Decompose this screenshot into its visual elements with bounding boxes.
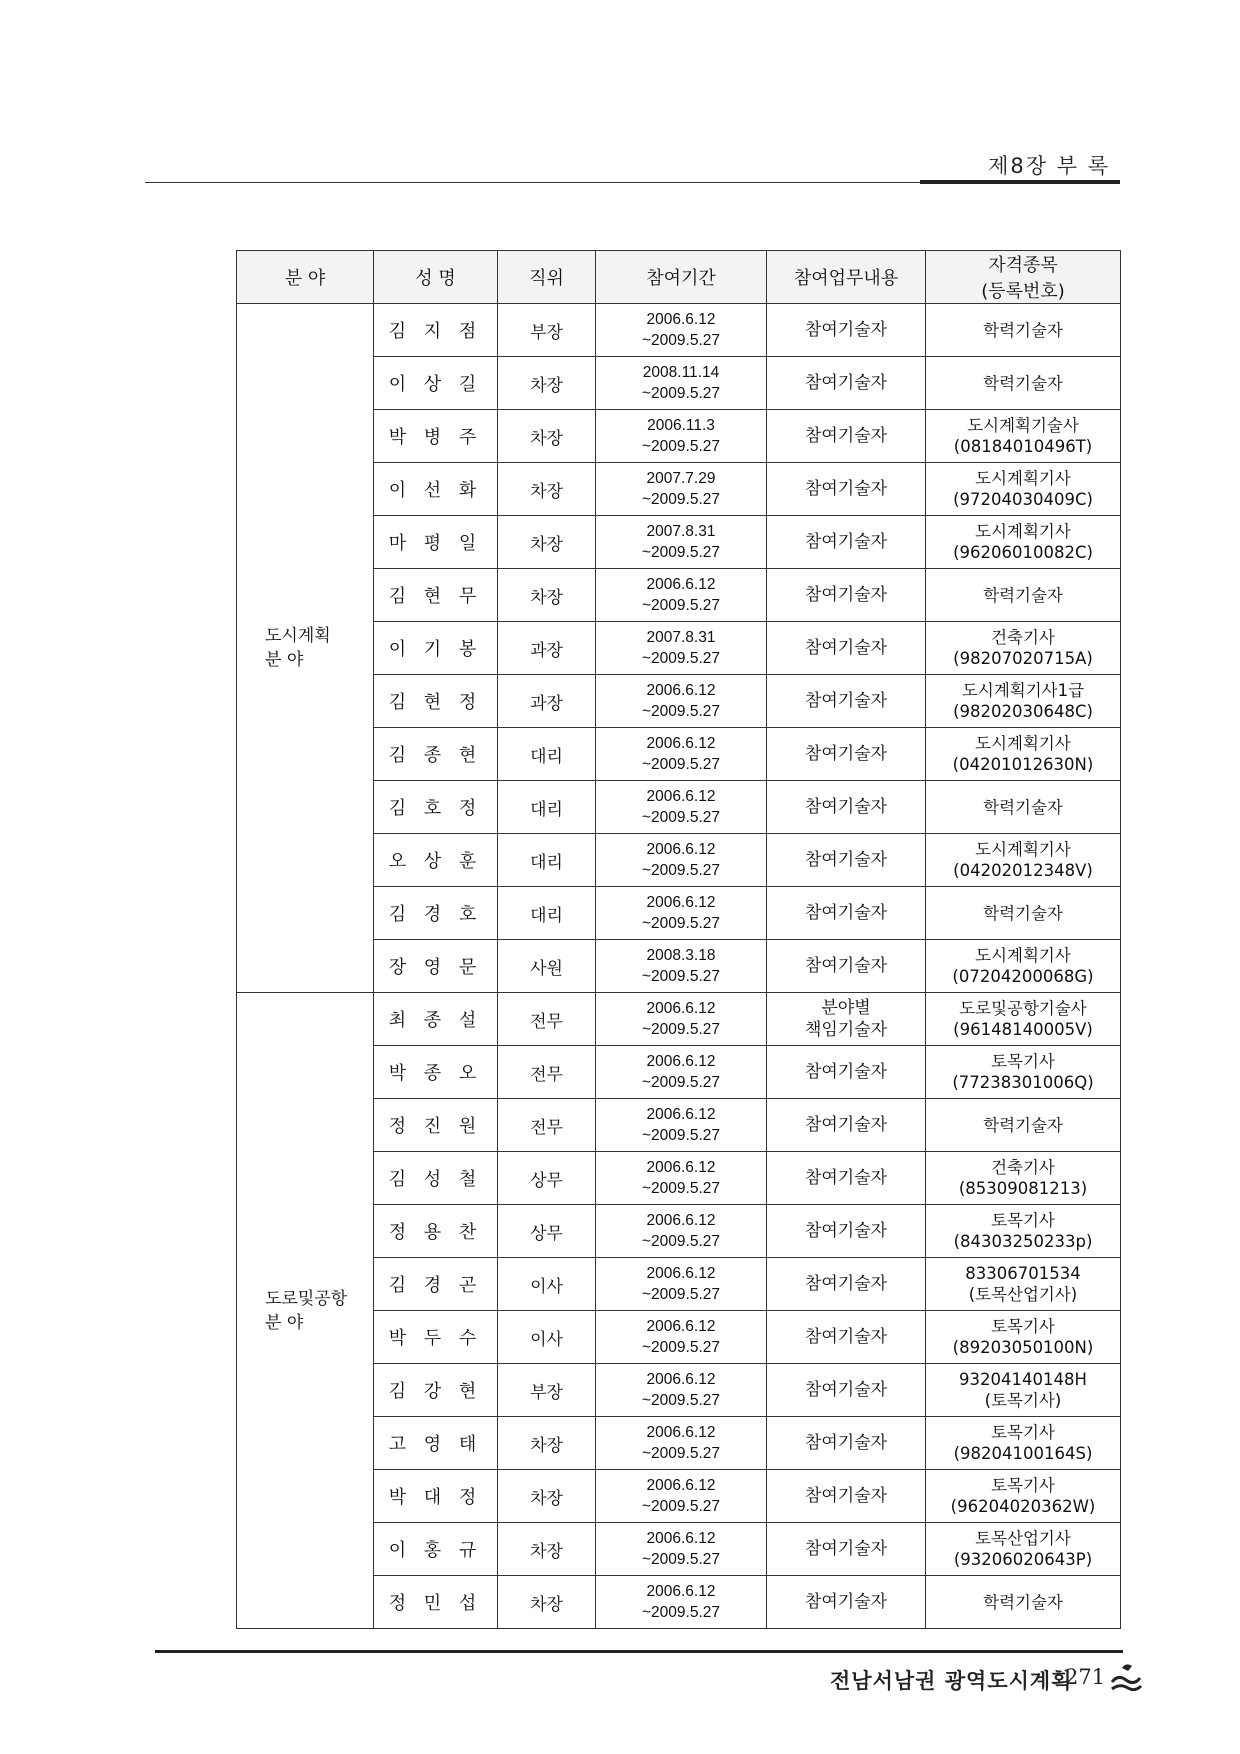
participation-period [596, 622, 767, 675]
person-name: 정 진 원 [374, 1099, 498, 1152]
license-info-line: 학력기술자 [983, 373, 1063, 393]
participation-task-line: 참여기술자 [804, 956, 888, 976]
person-position: 대리 [498, 781, 596, 834]
participation-period [596, 463, 767, 516]
license-info-line: 도시계획기사1급 [961, 681, 1085, 700]
participation-period [596, 887, 767, 940]
participation-period-line: ~2009.5.27 [641, 1021, 720, 1038]
license-info-line: 83306701534 [965, 1264, 1081, 1283]
person-position: 부장 [498, 1364, 596, 1417]
participation-period-line: ~2009.5.27 [641, 385, 720, 402]
participation-task [767, 1417, 926, 1470]
table-body [237, 304, 1121, 1629]
license-info-line: (07204200068G) [952, 967, 1094, 986]
participation-period-line: ~2009.5.27 [641, 1233, 720, 1250]
field-label: 도시계획 [265, 626, 331, 646]
license-info [926, 1205, 1121, 1258]
participation-period-line: ~2009.5.27 [641, 544, 720, 561]
participation-period [596, 675, 767, 728]
participation-task-line: 참여기술자 [804, 1539, 888, 1559]
participation-period [596, 410, 767, 463]
license-info-line: 학력기술자 [983, 1115, 1063, 1135]
participation-task [767, 357, 926, 410]
person-name: 김 경 호 [374, 887, 498, 940]
license-info [926, 1046, 1121, 1099]
participation-task-line: 참여기술자 [804, 1486, 888, 1506]
license-info-line: 학력기술자 [983, 903, 1063, 923]
participation-task-line: 참여기술자 [804, 1327, 888, 1347]
person-position: 차장 [498, 463, 596, 516]
license-info-line: 토목산업기사 [975, 1529, 1071, 1548]
participation-task [767, 993, 926, 1046]
license-info-line: 학력기술자 [983, 320, 1063, 340]
license-info-line: 도시계획기사 [975, 840, 1071, 859]
participation-period [596, 1311, 767, 1364]
participation-period [596, 357, 767, 410]
participation-period [596, 1470, 767, 1523]
header-license [926, 251, 1121, 304]
participation-period [596, 1523, 767, 1576]
participation-period [596, 1046, 767, 1099]
person-name: 김 종 현 [374, 728, 498, 781]
license-info [926, 1364, 1121, 1417]
participation-task-line: 참여기술자 [804, 320, 888, 340]
participation-task [767, 940, 926, 993]
participation-period-line: ~2009.5.27 [641, 1180, 720, 1197]
license-info-line: 토목기사 [991, 1476, 1055, 1495]
participation-task-line: 참여기술자 [804, 744, 888, 764]
participation-task [767, 1470, 926, 1523]
participation-period [596, 569, 767, 622]
person-position: 대리 [498, 887, 596, 940]
page-number: 271 [1065, 1665, 1106, 1689]
person-name: 김 경 곤 [374, 1258, 498, 1311]
person-position: 상무 [498, 1205, 596, 1258]
field-label: 도로및공항 [265, 1288, 348, 1309]
person-position: 차장 [498, 1417, 596, 1470]
participation-period-line: 2006.6.12 [646, 1106, 716, 1123]
license-info [926, 516, 1121, 569]
participation-period-line: ~2009.5.27 [641, 332, 720, 349]
person-position: 대리 [498, 728, 596, 781]
field-label: 분 야 [265, 1312, 304, 1333]
license-info-line: 도시계획기사 [975, 946, 1071, 965]
participation-period-line: ~2009.5.27 [641, 491, 720, 508]
participation-task-line: 참여기술자 [804, 1168, 888, 1188]
license-info-line: (96148140005V) [953, 1020, 1093, 1039]
header-name: 성 명 [374, 251, 498, 304]
participation-period-line: 2007.8.31 [646, 629, 716, 646]
participation-period-line: 2006.6.12 [646, 1212, 716, 1229]
participation-task-line: 분야별 [821, 998, 871, 1018]
license-info-line: 도로및공항기술사 [959, 999, 1087, 1018]
participation-task [767, 728, 926, 781]
participation-task [767, 304, 926, 357]
license-info-line: (93206020643P) [953, 1550, 1093, 1569]
person-name: 오 상 훈 [374, 834, 498, 887]
license-info-line: 토목기사 [991, 1317, 1055, 1336]
license-info-line: (토목기사) [984, 1391, 1062, 1410]
participation-task-line: 참여기술자 [804, 797, 888, 817]
person-name: 고 영 태 [374, 1417, 498, 1470]
participation-period-line: 2006.6.12 [646, 1530, 716, 1547]
person-name: 김 현 무 [374, 569, 498, 622]
header-period: 참여기간 [596, 251, 767, 304]
person-name: 이 홍 규 [374, 1523, 498, 1576]
person-name: 김 지 점 [374, 304, 498, 357]
license-info [926, 1099, 1121, 1152]
person-name: 김 성 철 [374, 1152, 498, 1205]
person-name: 박 두 수 [374, 1311, 498, 1364]
participation-period-line: 2006.11.3 [647, 417, 715, 434]
person-name: 이 선 화 [374, 463, 498, 516]
wave-bird-logo-icon [1108, 1658, 1144, 1694]
chapter-header: 제8장 부 록 [988, 154, 1110, 178]
participation-task [767, 1205, 926, 1258]
person-position: 부장 [498, 304, 596, 357]
participation-task [767, 1523, 926, 1576]
license-info [926, 410, 1121, 463]
header-position: 직위 [498, 251, 596, 304]
participation-period-line: 2006.6.12 [646, 788, 716, 805]
footer-title: 전남서남권 광역도시계획 [830, 1669, 1073, 1693]
person-name: 박 종 오 [374, 1046, 498, 1099]
license-info [926, 781, 1121, 834]
person-position: 차장 [498, 1576, 596, 1629]
header-field: 분 야 [237, 251, 374, 304]
license-info [926, 463, 1121, 516]
participation-period [596, 304, 767, 357]
person-position: 차장 [498, 1523, 596, 1576]
participation-period [596, 1152, 767, 1205]
person-position: 대리 [498, 834, 596, 887]
participation-task-line: 참여기술자 [804, 1380, 888, 1400]
license-info-line: 학력기술자 [983, 585, 1063, 605]
person-position: 전무 [498, 1099, 596, 1152]
participation-period-line: ~2009.5.27 [641, 597, 720, 614]
participation-period-line: ~2009.5.27 [641, 1339, 720, 1356]
participation-period-line: 2006.6.12 [646, 682, 716, 699]
field-cell [237, 304, 374, 993]
participation-task [767, 1046, 926, 1099]
footer-divider [155, 1650, 1123, 1653]
license-info-line: 도시계획기사 [975, 522, 1071, 541]
participation-period-line: 2006.6.12 [646, 735, 716, 752]
participation-period-line: 2006.6.12 [646, 841, 716, 858]
participation-period-line: ~2009.5.27 [641, 1445, 720, 1462]
license-info-line: (98207020715A) [953, 649, 1093, 668]
participation-period [596, 1258, 767, 1311]
license-info-line: 토목기사 [991, 1211, 1055, 1230]
license-info [926, 887, 1121, 940]
person-name: 이 상 길 [374, 357, 498, 410]
license-info-line: (84303250233p) [953, 1232, 1093, 1251]
participation-task [767, 569, 926, 622]
participation-period-line: 2006.6.12 [646, 1477, 716, 1494]
person-name: 장 영 문 [374, 940, 498, 993]
participation-period-line: ~2009.5.27 [641, 915, 720, 932]
participation-period-line: 2006.6.12 [646, 1318, 716, 1335]
table-row [237, 993, 1121, 1046]
license-info-line: (04202012348V) [953, 861, 1093, 880]
license-info-line: (98204100164S) [953, 1444, 1093, 1463]
participation-task-line: 참여기술자 [804, 903, 888, 923]
license-info-line: (77238301006Q) [952, 1073, 1094, 1092]
participation-task-line: 참여기술자 [804, 638, 888, 658]
participation-task-line: 참여기술자 [804, 426, 888, 446]
person-name: 정 민 섭 [374, 1576, 498, 1629]
participation-task [767, 622, 926, 675]
participation-period-line: ~2009.5.27 [641, 862, 720, 879]
participation-period-line: 2006.6.12 [646, 894, 716, 911]
participation-period-line: 2006.6.12 [646, 311, 716, 328]
person-position: 차장 [498, 1470, 596, 1523]
license-info [926, 1258, 1121, 1311]
license-info-line: (토목산업기사) [968, 1285, 1078, 1304]
header-license-title: 자격종목 [988, 255, 1058, 276]
license-info [926, 304, 1121, 357]
participation-period [596, 516, 767, 569]
participation-task-line: 참여기술자 [804, 1221, 888, 1241]
participation-task [767, 1576, 926, 1629]
participation-task-line: 참여기술자 [804, 1433, 888, 1453]
person-name: 정 용 찬 [374, 1205, 498, 1258]
license-info [926, 622, 1121, 675]
table-row [237, 304, 1121, 357]
participation-task-line: 참여기술자 [804, 691, 888, 711]
license-info-line: (96206010082C) [953, 543, 1093, 562]
participation-task [767, 1099, 926, 1152]
header-divider-accent [920, 180, 1120, 184]
license-info-line: 토목기사 [991, 1423, 1055, 1442]
person-name: 김 강 현 [374, 1364, 498, 1417]
participation-period-line: ~2009.5.27 [641, 1498, 720, 1515]
license-info-line: 도시계획기사 [975, 469, 1071, 488]
license-info-line: (04201012630N) [952, 755, 1094, 774]
participation-period [596, 781, 767, 834]
license-info [926, 1576, 1121, 1629]
participation-task-line: 참여기술자 [804, 1062, 888, 1082]
participation-period-line: ~2009.5.27 [641, 1127, 720, 1144]
participation-task [767, 834, 926, 887]
person-name: 최 종 설 [374, 993, 498, 1046]
participation-period-line: ~2009.5.27 [641, 650, 720, 667]
participation-task-line: 참여기술자 [804, 850, 888, 870]
participation-period-line: ~2009.5.27 [641, 1286, 720, 1303]
participation-task [767, 516, 926, 569]
license-info-line: 도시계획기술사 [967, 416, 1079, 435]
person-position: 이사 [498, 1311, 596, 1364]
header-license-sub: (등록번호) [981, 281, 1065, 302]
participation-period [596, 834, 767, 887]
participation-period-line: 2006.6.12 [646, 576, 716, 593]
participation-period-line: 2007.7.29 [646, 470, 716, 487]
person-name: 김 현 정 [374, 675, 498, 728]
participation-period-line: 2006.6.12 [646, 1159, 716, 1176]
license-info [926, 1417, 1121, 1470]
participation-task-line: 참여기술자 [804, 479, 888, 499]
participation-task-line: 참여기술자 [804, 1274, 888, 1294]
person-name: 박 대 정 [374, 1470, 498, 1523]
participation-task [767, 463, 926, 516]
person-position: 과장 [498, 675, 596, 728]
participation-task [767, 410, 926, 463]
license-info [926, 1523, 1121, 1576]
participation-task [767, 781, 926, 834]
license-info-line: (89203050100N) [952, 1338, 1094, 1357]
person-position: 사원 [498, 940, 596, 993]
license-info-line: (85309081213) [958, 1179, 1088, 1198]
person-position: 전무 [498, 1046, 596, 1099]
license-info-line: 토목기사 [991, 1052, 1055, 1071]
participation-period [596, 1099, 767, 1152]
participation-period [596, 728, 767, 781]
license-info [926, 834, 1121, 887]
person-name: 이 기 봉 [374, 622, 498, 675]
participation-period [596, 940, 767, 993]
person-position: 차장 [498, 569, 596, 622]
license-info-line: 93204140148H [959, 1370, 1087, 1389]
person-name: 김 호 정 [374, 781, 498, 834]
person-name: 박 병 주 [374, 410, 498, 463]
personnel-table [236, 250, 1121, 1629]
license-info-line: 학력기술자 [983, 797, 1063, 817]
license-info [926, 1470, 1121, 1523]
participation-period-line: 2006.6.12 [646, 1424, 716, 1441]
participation-task [767, 675, 926, 728]
participation-period-line: ~2009.5.27 [641, 1551, 720, 1568]
person-position: 차장 [498, 516, 596, 569]
license-info-line: 건축기사 [991, 628, 1055, 647]
license-info-line: 건축기사 [991, 1158, 1055, 1177]
license-info [926, 1152, 1121, 1205]
participation-task [767, 1152, 926, 1205]
license-info-line: 도시계획기사 [975, 734, 1071, 753]
participation-task-line: 참여기술자 [804, 1592, 888, 1612]
person-position: 이사 [498, 1258, 596, 1311]
participation-task [767, 1311, 926, 1364]
participation-period-line: ~2009.5.27 [641, 703, 720, 720]
participation-task-line: 참여기술자 [804, 585, 888, 605]
license-info-line: 학력기술자 [983, 1592, 1063, 1612]
participation-period [596, 1364, 767, 1417]
person-position: 과장 [498, 622, 596, 675]
participation-period-line: ~2009.5.27 [641, 438, 720, 455]
license-info [926, 357, 1121, 410]
participation-period-line: ~2009.5.27 [641, 1392, 720, 1409]
license-info-line: (98202030648C) [953, 702, 1093, 721]
person-position: 전무 [498, 993, 596, 1046]
person-name: 마 평 일 [374, 516, 498, 569]
table-header-row [237, 251, 1121, 304]
license-info [926, 940, 1121, 993]
license-info [926, 675, 1121, 728]
field-cell [237, 993, 374, 1629]
person-position: 차장 [498, 410, 596, 463]
participation-period-line: ~2009.5.27 [641, 1074, 720, 1091]
license-info-line: (96204020362W) [950, 1497, 1096, 1516]
license-info-line: (97204030409C) [953, 490, 1093, 509]
participation-period-line: ~2009.5.27 [641, 756, 720, 773]
participation-period-line: ~2009.5.27 [641, 1604, 720, 1621]
person-position: 차장 [498, 357, 596, 410]
participation-period-line: 2006.6.12 [646, 1265, 716, 1282]
participation-period-line: 2007.8.31 [646, 523, 716, 540]
participation-task-line: 참여기술자 [804, 373, 888, 393]
participation-period-line: 2006.6.12 [646, 1583, 716, 1600]
participation-period-line: 2006.6.12 [646, 1371, 716, 1388]
participation-period-line: 2006.6.12 [646, 1000, 716, 1017]
participation-period [596, 993, 767, 1046]
header-task: 참여업무내용 [767, 251, 926, 304]
participation-task-line: 참여기술자 [804, 532, 888, 552]
participation-period [596, 1417, 767, 1470]
participation-task-line: 참여기술자 [804, 1115, 888, 1135]
participation-task [767, 1364, 926, 1417]
participation-period-line: 2008.3.18 [646, 947, 716, 964]
participation-period [596, 1576, 767, 1629]
participation-task-line: 책임기술자 [804, 1020, 888, 1040]
participation-period-line: ~2009.5.27 [641, 809, 720, 826]
participation-period [596, 1205, 767, 1258]
field-label: 분 야 [265, 650, 304, 670]
participation-period-line: 2008.11.14 [642, 364, 720, 381]
license-info [926, 728, 1121, 781]
participation-task [767, 1258, 926, 1311]
license-info-line: (08184010496T) [953, 437, 1093, 456]
license-info [926, 1311, 1121, 1364]
participation-period-line: 2006.6.12 [646, 1053, 716, 1070]
license-info [926, 993, 1121, 1046]
participation-period-line: ~2009.5.27 [641, 968, 720, 985]
license-info [926, 569, 1121, 622]
participation-task [767, 887, 926, 940]
person-position: 상무 [498, 1152, 596, 1205]
